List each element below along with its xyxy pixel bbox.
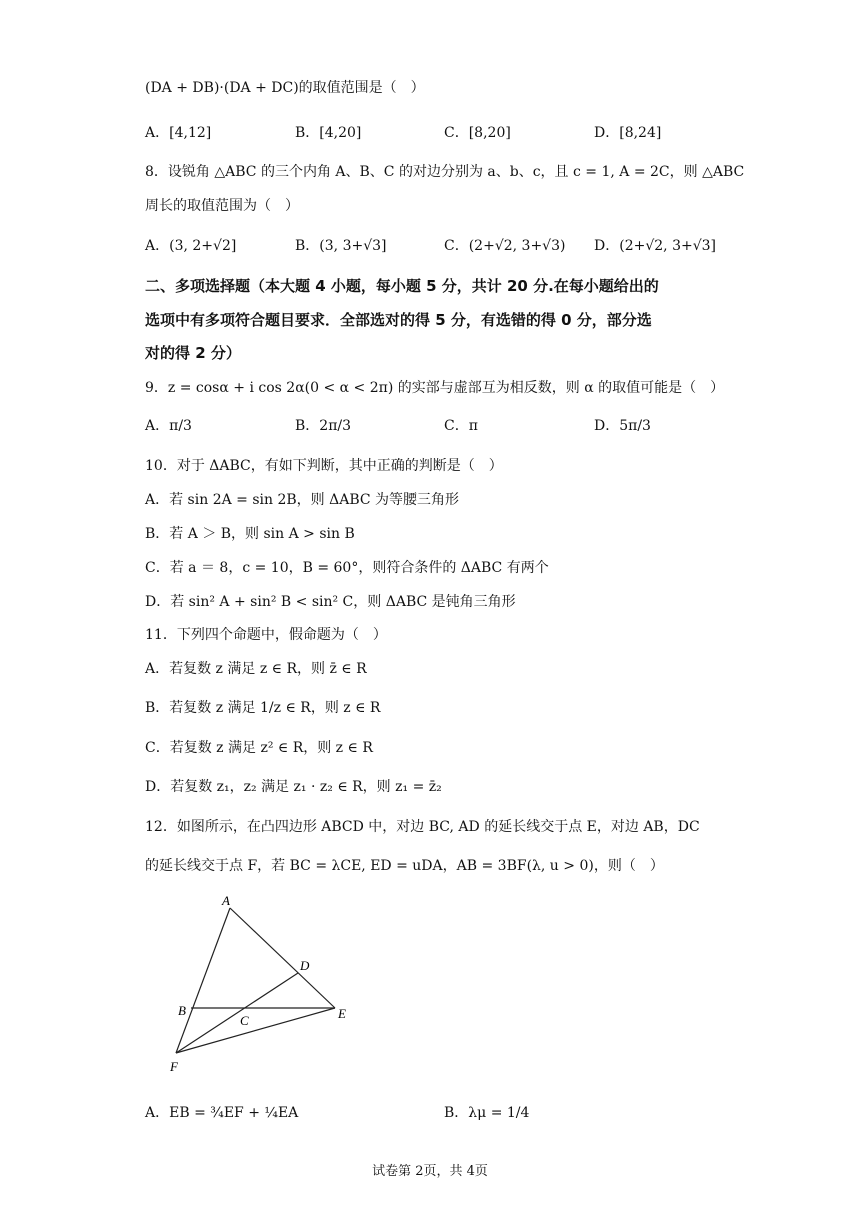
q8-option-a: A．(3, 2+√2] (145, 238, 237, 254)
q11-stem: 11．下列四个命题中，假命题为（ ） (145, 627, 387, 643)
q11-option-d: D．若复数 z₁，z₂ 满足 z₁ · z₂ ∈ R，则 z₁ = z̄₂ (145, 779, 442, 795)
line-AF (176, 908, 230, 1053)
q11-option-c: C．若复数 z 满足 z² ∈ R，则 z ∈ R (145, 740, 373, 756)
line-AE (230, 908, 335, 1008)
q7-stem-tail: (DA + DB)·(DA + DC)的取值范围是（ ） (145, 80, 425, 96)
q8-option-b: B．(3, 3+√3] (295, 238, 387, 254)
q7-option-a: A．[4,12] (145, 125, 212, 141)
q9-option-d: D．5π/3 (594, 418, 651, 434)
q9-option-a: A．π/3 (145, 418, 192, 434)
q7-option-b: B．[4,20] (295, 125, 362, 141)
quadrilateral-figure (160, 888, 360, 1073)
q11-option-a: A．若复数 z 满足 z ∈ R，则 z̄ ∈ R (145, 661, 367, 677)
label-A: A (222, 893, 230, 908)
q8-line2: 周长的取值范围为（ ） (145, 198, 299, 214)
q7-option-c: C．[8,20] (444, 125, 511, 141)
section2-heading-line2: 选项中有多项符合题目要求．全部选对的得 5 分，有选错的得 0 分，部分选 (145, 311, 652, 329)
label-D: D (300, 958, 310, 973)
label-F: F (170, 1059, 178, 1073)
q9-stem: 9．z = cosα + i cos 2α(0 < α < 2π) 的实部与虚部互为相反数，则 α 的取值可能是（ ） (145, 380, 725, 396)
q10-option-d: D．若 sin² A + sin² B < sin² C，则 ΔABC 是钝角三角形 (145, 594, 516, 610)
figure-lines (176, 908, 335, 1053)
section2-heading-line3: 对的得 2 分） (145, 344, 241, 362)
q10-option-a: A．若 sin 2A = sin 2B，则 ΔABC 为等腰三角形 (145, 492, 460, 508)
line-FE (176, 1008, 335, 1053)
q8-line1: 8．设锐角 △ABC 的三个内角 A、B、C 的对边分别为 a、b、c，且 c = 1, A = 2C，则 △ABC (145, 164, 745, 180)
q8-option-c: C．(2+√2, 3+√3) (444, 238, 566, 254)
q9-option-c: C．π (444, 418, 478, 434)
q8-option-d: D．(2+√2, 3+√3] (594, 238, 716, 254)
label-E: E (338, 1006, 346, 1021)
q10-option-c: C．若 a ＝ 8，c = 10，B = 60°，则符合条件的 ΔABC 有两个 (145, 560, 549, 576)
q10-stem: 10．对于 ΔABC，有如下判断，其中正确的判断是（ ） (145, 458, 503, 474)
q12-option-a: A．EB = ¾EF + ¼EA (145, 1105, 299, 1121)
label-B: B (178, 1003, 186, 1018)
q9-option-b: B．2π/3 (295, 418, 352, 434)
q11-option-b: B．若复数 z 满足 1/z ∈ R，则 z ∈ R (145, 700, 381, 716)
q10-option-b: B．若 A ＞ B，则 sin A > sin B (145, 526, 355, 542)
label-C: C (240, 1013, 249, 1028)
q7-option-d: D．[8,24] (594, 125, 662, 141)
section2-heading-line1: 二、多项选择题（本大题 4 小题，每小题 5 分，共计 20 分.在每小题给出的 (145, 277, 659, 295)
line-FD (176, 973, 298, 1053)
q12-line1: 12．如图所示，在凸四边形 ABCD 中，对边 BC, AD 的延长线交于点 E，对边 AB，DC (145, 819, 700, 835)
page-footer: 试卷第 2页，共 4页 (372, 1164, 488, 1179)
q12-option-b: B．λμ = 1/4 (444, 1105, 530, 1121)
q12-line2: 的延长线交于点 F，若 BC = λCE, ED = uDA，AB = 3BF(λ, u > 0)，则（ ） (145, 858, 664, 874)
